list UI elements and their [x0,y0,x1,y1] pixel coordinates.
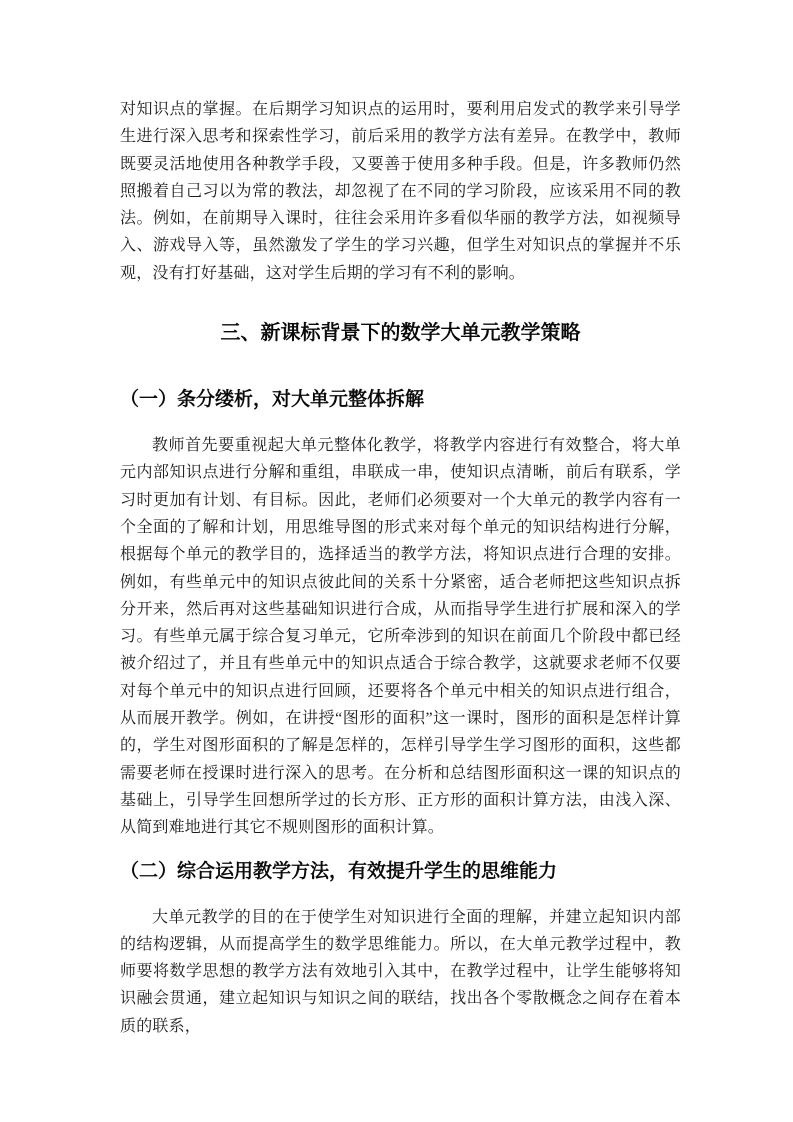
continuation-paragraph: 对知识点的掌握。在后期学习知识点的运用时，要利用启发式的教学来引导学生进行深入思考和探索性学习，前后采用的教学方法有差异。在教学中，教师既要灵活地使用各种教学手段，又要善于使用多种手段。但是，许多教师仍然照搬着自己习以为常的教法，却忽视了在不同的学习阶段，应该采用不同的教法。例如，在前期导入课时，往往会采用许多看似华丽的教学方法，如视频导入、游戏导入等，虽然激发了学生的学习兴趣，但学生对知识点的掌握并不乐观，没有打好基础，这对学生后期的学习有不利的影响。 [120,101,681,282]
subsection-1-heading: （一）条分缕析，对大单元整体拆解 [120,389,425,411]
section-heading: 三、新课标背景下的数学大单元教学策略 [220,322,581,345]
subsection-2-heading: （二）综合运用教学方法，有效提升学生的思维能力 [120,860,558,882]
subsection-2-paragraph: 大单元教学的目的在于使学生对知识进行全面的理解，并建立起知识内部的结构逻辑，从而提高学生的数学思维能力。所以，在大单元教学过程中，教师要将数学思想的教学方法有效地引入其中，在教学过程中，让学生能够将知识融会贯通，建立起知识与知识之间的联结，找出各个零散概念之间存在着本质的联系， [120,908,681,1035]
subsection-1-paragraph: 教师首先要重视起大单元整体化教学，将教学内容进行有效整合，将大单元内部知识点进行分解和重组，串联成一串，使知识点清晰，前后有联系，学习时更加有计划、有目标。因此，老师们必须要对一个大单元的教学内容有一个全面的了解和计划，用思维导图的形式来对每个单元的知识结构进行分解，根据每个单元的教学目的，选择适当的教学方法，将知识点进行合理的安排。例如，有些单元中的知识点彼此间的关系十分紧密，适合老师把这些知识点拆分开来，然后再对这些基础知识进行合成，从而指导学生进行扩展和深入的学习。有些单元属于综合复习单元，它所牵涉到的知识在前面几个阶段中都已经被介绍过了，并且有些单元中的知识点适合于综合教学，这就要求老师不仅要对每个单元中的知识点进行回顾，还要将各个单元中相关的知识点进行组合，从而展开教学。例如，在讲授“图形的面积”这一课时，图形的面积是怎样计算的，学生对图形面积的了解是怎样的，怎样引导学生学习图形的面积，这些都需要老师在授课时进行深入的思考。在分析和总结图形面积这一课的知识点的基础上，引导学生回想所学过的长方形、正方形的面积计算方法，由浅入深、从简到难地进行其它不规则图形的面积计算。 [120,437,681,837]
